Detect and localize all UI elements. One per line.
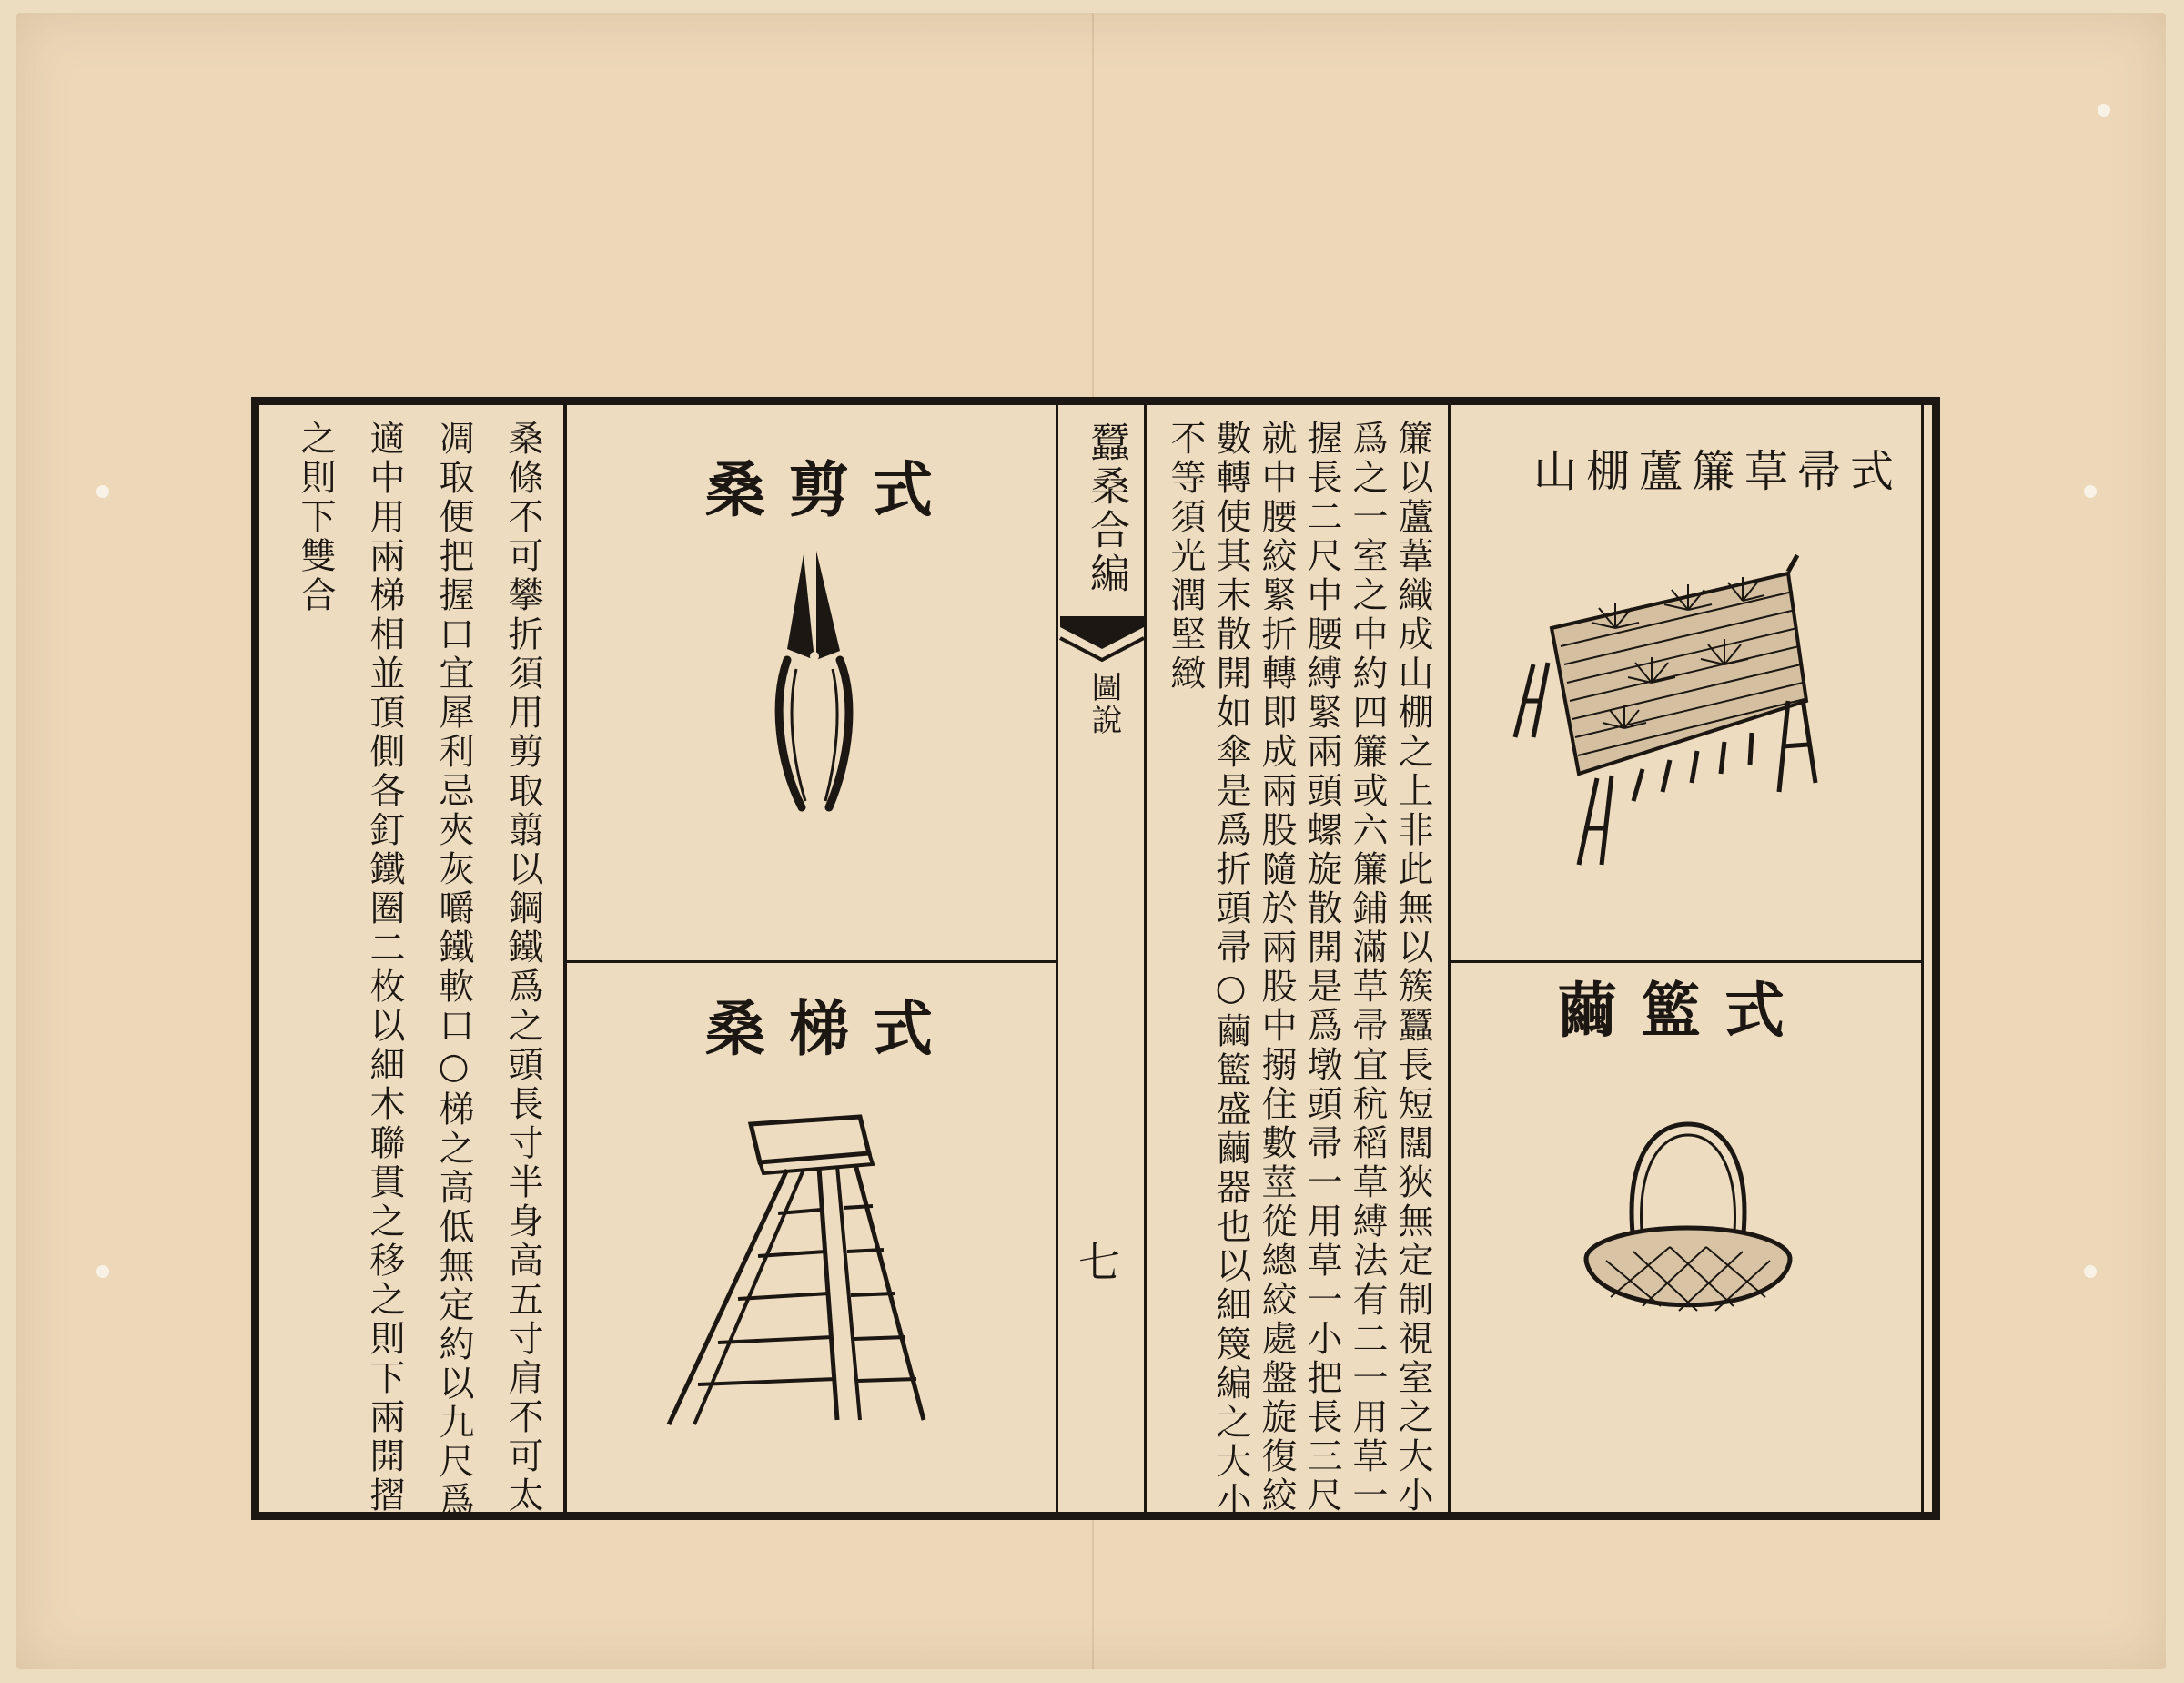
reed-mat-rack-icon	[1515, 564, 1843, 874]
left-text-col-3: 適中用兩梯相並頂側各釘鐵圈二枚以細木聯貫之移之則下兩開摺	[364, 420, 405, 1516]
shears-icon	[760, 542, 869, 815]
divider-right-text	[1448, 405, 1451, 1512]
page-number: 七	[1078, 1238, 1120, 1287]
binding-hole	[96, 1265, 109, 1278]
right-inner-border	[1921, 405, 1924, 1512]
panel-title-ladder: 桑梯式	[705, 993, 956, 1064]
divider-left-text	[563, 405, 567, 1512]
section-label: 圖說	[1086, 671, 1122, 736]
right-text-col-6: 不等須光潤堅緻	[1165, 420, 1206, 694]
right-text-col-3: 握長二尺中腰縛緊兩頭螺旋散開是爲墩頭帚一用草一小把長三尺	[1301, 420, 1342, 1516]
cocoon-basket-icon	[1579, 1124, 1797, 1352]
binding-hole	[2084, 485, 2097, 498]
divider-right-spine	[1144, 405, 1147, 1512]
fishtail-mark-icon	[1060, 616, 1144, 662]
right-text-col-2: 爲之一室之中約四簾或六簾鋪滿草帚宜秔稻草縛法有二一用草一	[1347, 420, 1388, 1516]
panel-title-basket: 繭籃式	[1557, 975, 1808, 1046]
divider-left-spine	[1056, 405, 1058, 1512]
panel-title-shears: 桑剪式	[705, 454, 956, 525]
left-panel-divider	[567, 960, 1056, 963]
binding-hole	[96, 485, 109, 498]
ladder-icon	[651, 1106, 933, 1434]
print-frame	[251, 397, 1940, 1520]
panel-title-reed-mat: 山棚蘆簾草帚式	[1533, 446, 1904, 497]
book-title: 蠶桑合編	[1083, 421, 1129, 596]
binding-hole	[2084, 1265, 2097, 1278]
left-text-col-1: 桑條不可攀折須用剪取翦以鋼鐵爲之頭長寸半身高五寸肩不可太	[502, 420, 543, 1516]
right-text-col-4: 就中腰絞緊折轉即成兩股隨於兩股中搦住數莖從總絞處盤旋復絞	[1256, 420, 1297, 1516]
right-text-col-5: 數轉使其末散開如傘是爲折頭帚○繭籃盛繭器也以細篾編之大小	[1210, 420, 1251, 1521]
right-text-col-1: 簾以蘆葦織成山棚之上非此無以簇蠶長短闊狹無定制視室之大小	[1392, 420, 1433, 1516]
left-text-col-2: 凋取便把握口宜犀利忌夾灰嚼鐵軟口○梯之高低無定約以九尺爲	[433, 420, 474, 1521]
binding-hole	[2098, 104, 2110, 117]
left-text-col-4: 之則下雙合	[295, 420, 336, 615]
